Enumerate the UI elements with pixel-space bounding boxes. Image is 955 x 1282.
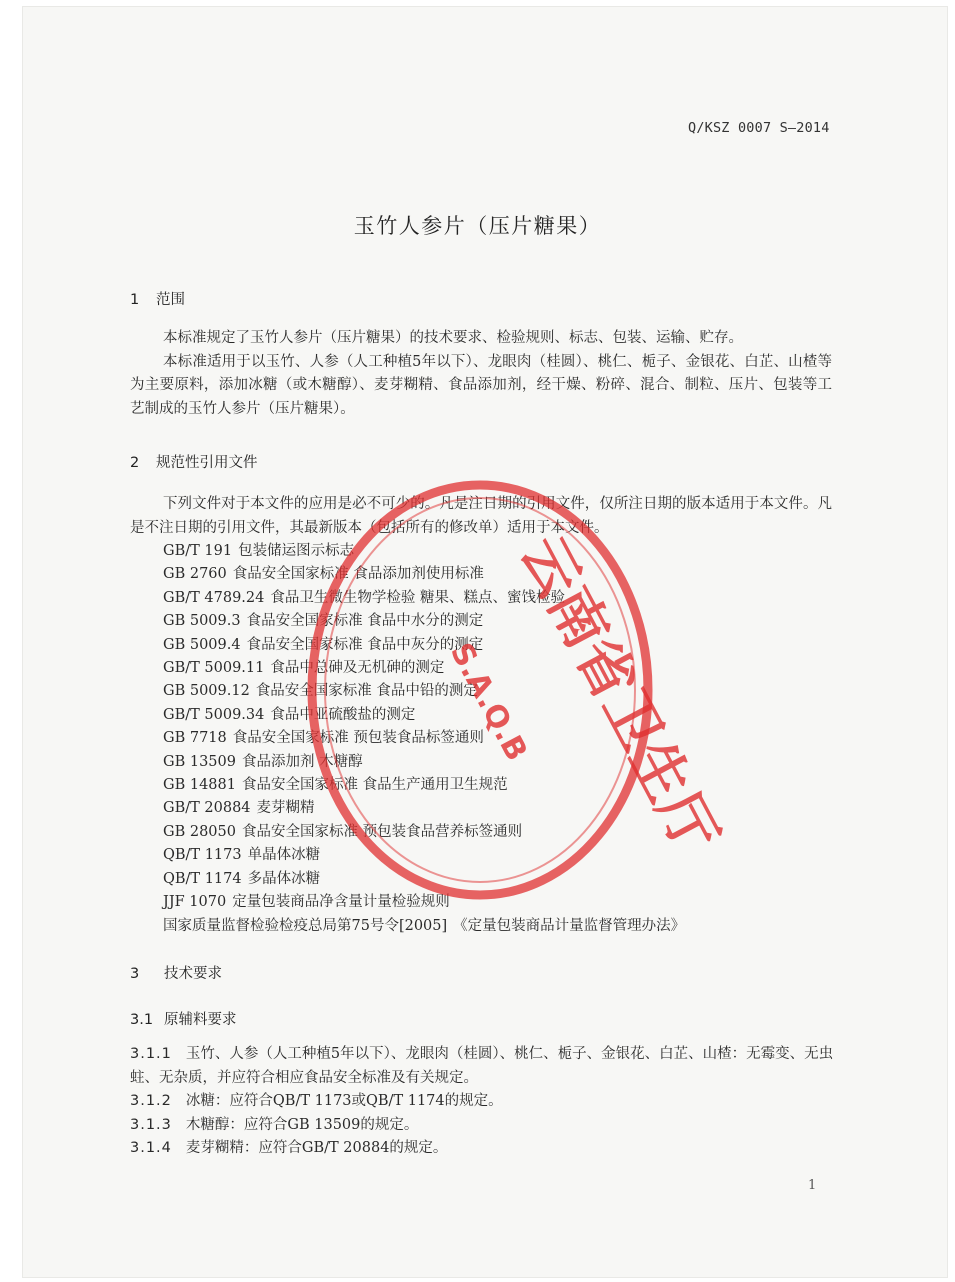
reference-code: GB/T 20884 bbox=[163, 800, 251, 817]
reference-code: GB 5009.3 bbox=[163, 613, 241, 630]
reference-title: 麦芽糊精 bbox=[256, 800, 315, 817]
reference-item bbox=[163, 821, 685, 844]
reference-title: 食品中亚硫酸盐的测定 bbox=[270, 706, 416, 723]
reference-item bbox=[163, 634, 685, 657]
reference-code: GB/T 4789.24 bbox=[163, 589, 265, 606]
reference-title: 食品添加剂 木糖醇 bbox=[241, 753, 363, 770]
reference-code: GB 13509 bbox=[163, 753, 236, 770]
reference-item bbox=[163, 680, 685, 703]
reference-item bbox=[163, 657, 685, 680]
section-2-heading bbox=[130, 451, 258, 472]
reference-code: GB/T 191 bbox=[163, 543, 233, 559]
document-title: 玉竹人参片（压片糖果） bbox=[353, 214, 602, 238]
section-number: 1 bbox=[130, 292, 140, 308]
reference-code: GB 2760 bbox=[163, 566, 227, 583]
clause-number: 3.1.3 bbox=[130, 1117, 172, 1133]
scope-paragraph-1: 本标准规定了玉竹人参片（压片糖果）的技术要求、检验规则、标志、包装、运输、贮存。 bbox=[163, 330, 743, 346]
subsection-title: 原辅料要求 bbox=[164, 1012, 237, 1028]
reference-code: 国家质量监督检验检疫总局第75号令[2005] bbox=[163, 917, 448, 934]
clause-3-1-3 bbox=[130, 1114, 842, 1138]
reference-title: 食品安全国家标准 食品生产通用卫生规范 bbox=[241, 777, 508, 794]
reference-item bbox=[163, 587, 685, 610]
svg-text:S.A.Q.B: S.A.Q.B bbox=[442, 637, 534, 767]
reference-title: 食品安全国家标准 食品中铅的测定 bbox=[255, 683, 478, 700]
reference-item bbox=[163, 868, 685, 891]
reference-item bbox=[163, 704, 685, 727]
reference-list bbox=[163, 540, 685, 938]
subsection-number: 3.1 bbox=[130, 1012, 154, 1028]
reference-title: 单晶体冰糖 bbox=[247, 847, 321, 864]
reference-code: GB 7718 bbox=[163, 730, 227, 747]
reference-item bbox=[163, 844, 685, 867]
reference-item bbox=[163, 891, 685, 914]
clause-3-1-4 bbox=[130, 1137, 842, 1161]
section-title: 范围 bbox=[156, 292, 185, 308]
scope-paragraph-2: 本标准适用于以玉竹、人参（人工种植5年以下）、龙眼肉（桂圆）、桃仁、栀子、金银花、白芷、山楂等为主要原料，添加冰糖（或木糖醇）、麦芽糊精、食品添加剂，经干燥、粉碎、混合、制粒、压片、包装等工艺制成的玉竹人参片（压片糖果）。 bbox=[130, 353, 832, 417]
reference-code: GB 5009.4 bbox=[163, 636, 241, 653]
clause-number: 3.1.4 bbox=[130, 1140, 172, 1156]
clause-3-1-1 bbox=[130, 1043, 842, 1090]
clause-text: 木糖醇：应符合GB 13509的规定。 bbox=[185, 1117, 419, 1133]
reference-title: 食品安全国家标准 食品中灰分的测定 bbox=[246, 636, 484, 653]
clause-text: 麦芽糊精：应符合GB/T 20884的规定。 bbox=[185, 1140, 448, 1156]
reference-title: 食品安全国家标准 预包装食品标签通则 bbox=[232, 730, 484, 747]
reference-item bbox=[163, 610, 685, 633]
section-2-intro bbox=[130, 493, 832, 540]
reference-title: 食品卫生微生物学检验 糖果、糕点、蜜饯检验 bbox=[270, 589, 565, 606]
clause-3-1-2 bbox=[130, 1090, 842, 1114]
reference-title: 定量包装商品净含量计量检验规则 bbox=[232, 894, 450, 911]
section-number: 3 bbox=[130, 966, 140, 982]
svg-text:云南省卫生厅: 云南省卫生厅 bbox=[507, 524, 732, 864]
page-number: 1 bbox=[808, 1178, 817, 1193]
reference-item bbox=[163, 915, 685, 938]
subsection-3-1-heading bbox=[130, 1008, 237, 1029]
clause-number: 3.1.1 bbox=[130, 1046, 172, 1062]
reference-title: 多晶体冰糖 bbox=[247, 870, 321, 887]
reference-title: 食品安全国家标准 食品添加剂使用标准 bbox=[232, 566, 484, 583]
reference-code: GB 14881 bbox=[163, 777, 236, 794]
reference-code: GB 28050 bbox=[163, 823, 236, 840]
section-3-heading bbox=[130, 962, 222, 983]
standard-code: Q/KSZ 0007 S—2014 bbox=[688, 120, 830, 136]
reference-title: 《定量包装商品计量监督管理办法》 bbox=[453, 917, 686, 934]
references-intro: 下列文件对于本文件的应用是必不可少的。凡是注日期的引用文件，仅所注日期的版本适用于本文件。凡是不注日期的引用文件，其最新版本（包括所有的修改单）适用于本文件。 bbox=[130, 496, 832, 536]
reference-title: 食品安全国家标准 食品中水分的测定 bbox=[246, 613, 484, 630]
reference-code: QB/T 1173 bbox=[163, 847, 242, 864]
reference-code: GB 5009.12 bbox=[163, 683, 250, 700]
reference-code: JJF 1070 bbox=[163, 894, 227, 911]
reference-title: 食品安全国家标准 预包装食品营养标签通则 bbox=[241, 823, 523, 840]
clause-number: 3.1.2 bbox=[130, 1093, 172, 1109]
reference-code: QB/T 1174 bbox=[163, 870, 242, 887]
reference-item bbox=[163, 797, 685, 820]
reference-item bbox=[163, 540, 685, 563]
reference-code: GB/T 5009.11 bbox=[163, 660, 265, 677]
reference-item bbox=[163, 563, 685, 586]
section-1-body bbox=[130, 327, 832, 421]
reference-title: 包装储运图示标志 bbox=[238, 543, 355, 559]
clause-text: 冰糖：应符合QB/T 1173或QB/T 1174的规定。 bbox=[185, 1093, 503, 1109]
reference-item bbox=[163, 774, 685, 797]
reference-item bbox=[163, 751, 685, 774]
section-1-heading bbox=[130, 288, 185, 309]
reference-code: GB/T 5009.34 bbox=[163, 706, 265, 723]
reference-title: 食品中总砷及无机砷的测定 bbox=[270, 660, 445, 677]
section-number: 2 bbox=[130, 455, 140, 471]
section-title: 规范性引用文件 bbox=[156, 455, 258, 471]
reference-item bbox=[163, 727, 685, 750]
clause-text: 玉竹、人参（人工种植5年以下）、龙眼肉（桂圆）、桃仁、栀子、金银花、白芷、山楂：无霉变、无虫蛀、无杂质，并应符合相应食品安全标准及有关规定。 bbox=[130, 1046, 834, 1086]
section-title: 技术要求 bbox=[164, 966, 222, 982]
